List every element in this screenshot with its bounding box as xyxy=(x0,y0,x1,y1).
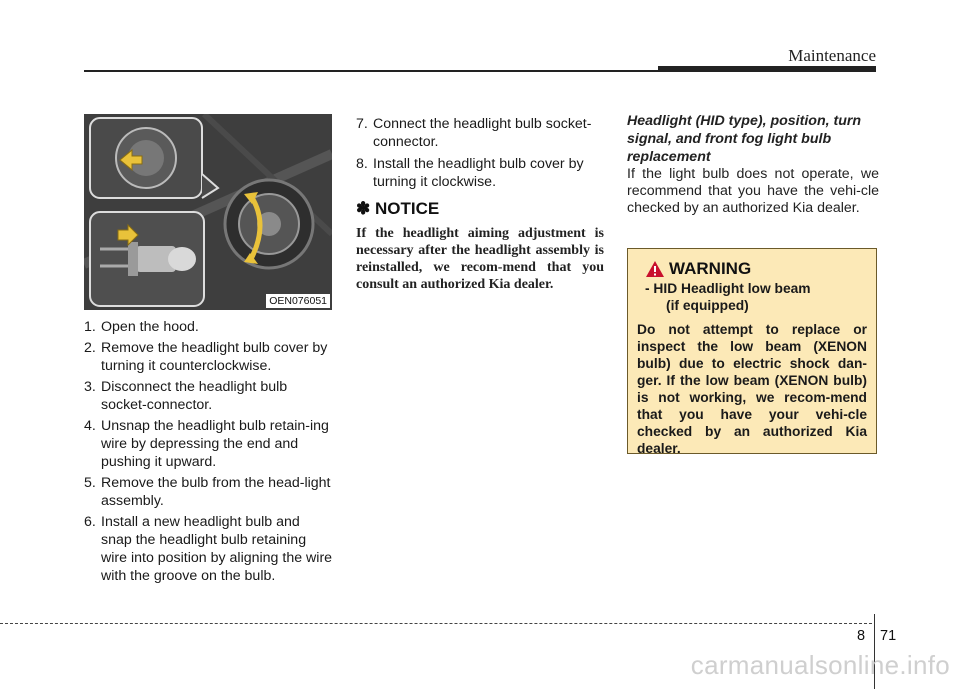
step-text: Install a new headlight bulb and snap the headlight bulb retaining wire into position by aligning the wire with the groove on the bulb. xyxy=(101,514,333,584)
steps-list-col2 xyxy=(356,115,606,195)
chapter-number: 8 xyxy=(857,628,866,644)
list-item xyxy=(84,474,334,510)
watermark: carmanualsonline.info xyxy=(690,650,950,680)
list-item xyxy=(84,318,334,336)
step-number: 7. xyxy=(356,116,368,132)
step-number: 6. xyxy=(84,514,96,530)
notice-body: If the headlight aiming adjustment is necessary after the headlight assembly is reinstalled, we recom-mend that you consult an authorized Kia dealer. xyxy=(356,226,604,292)
list-item xyxy=(84,378,334,414)
warning-subtitle xyxy=(645,280,867,314)
step-text: Disconnect the headlight bulb socket-connector. xyxy=(101,379,288,413)
step-text: Connect the headlight bulb socket-connector. xyxy=(373,116,592,150)
step-text: Unsnap the headlight bulb retain-ing wire by depressing the end and pushing it upward. xyxy=(101,418,329,470)
warning-text: Do not attempt to replace or inspect the low beam (XENON bulb) due to electric shock dan-ger. If the low beam (XENON bulb) is not working, we recom-mend that you have your vehi-cle checked by an authorized Kia dealer. xyxy=(637,322,867,456)
steps-list-col1 xyxy=(84,318,334,588)
step-number: 2. xyxy=(84,340,96,356)
list-item xyxy=(356,155,606,191)
warning-triangle-icon xyxy=(645,260,665,278)
step-number: 3. xyxy=(84,379,96,395)
warning-box xyxy=(627,248,877,454)
footer-divider xyxy=(0,623,872,624)
step-number: 5. xyxy=(84,475,96,491)
page-number: 71 xyxy=(880,628,897,644)
header-rule xyxy=(84,70,662,72)
list-item xyxy=(356,115,606,151)
section-heading: Headlight (HID type), position, turn signal, and front fog light bulb replacement xyxy=(627,113,862,165)
figure-code: OEN076051 xyxy=(266,294,330,308)
section-body: If the light bulb does not operate, we recommend that you have the vehi-cle checked by an authorized Kia dealer. xyxy=(627,166,879,216)
warning-subtitle-line1: - HID Headlight low beam xyxy=(645,281,811,296)
step-number: 8. xyxy=(356,156,368,172)
step-text: Remove the headlight bulb cover by turning it counterclockwise. xyxy=(101,340,328,374)
list-item xyxy=(84,339,334,375)
step-number: 1. xyxy=(84,319,96,335)
notice-title: ✽ NOTICE xyxy=(356,199,440,218)
header-bar xyxy=(658,66,876,72)
step-text: Open the hood. xyxy=(101,319,199,335)
warning-subtitle-line2: (if equipped) xyxy=(666,298,749,313)
section-title: Maintenance xyxy=(788,46,876,65)
step-number: 4. xyxy=(84,418,96,434)
list-item xyxy=(84,513,334,585)
step-text: Remove the bulb from the head-light assembly. xyxy=(101,475,331,509)
list-item xyxy=(84,417,334,471)
warning-header xyxy=(645,259,867,279)
warning-label: WARNING xyxy=(669,259,752,278)
step-text: Install the headlight bulb cover by turning it clockwise. xyxy=(373,156,584,190)
headlight-illustration xyxy=(84,114,332,310)
